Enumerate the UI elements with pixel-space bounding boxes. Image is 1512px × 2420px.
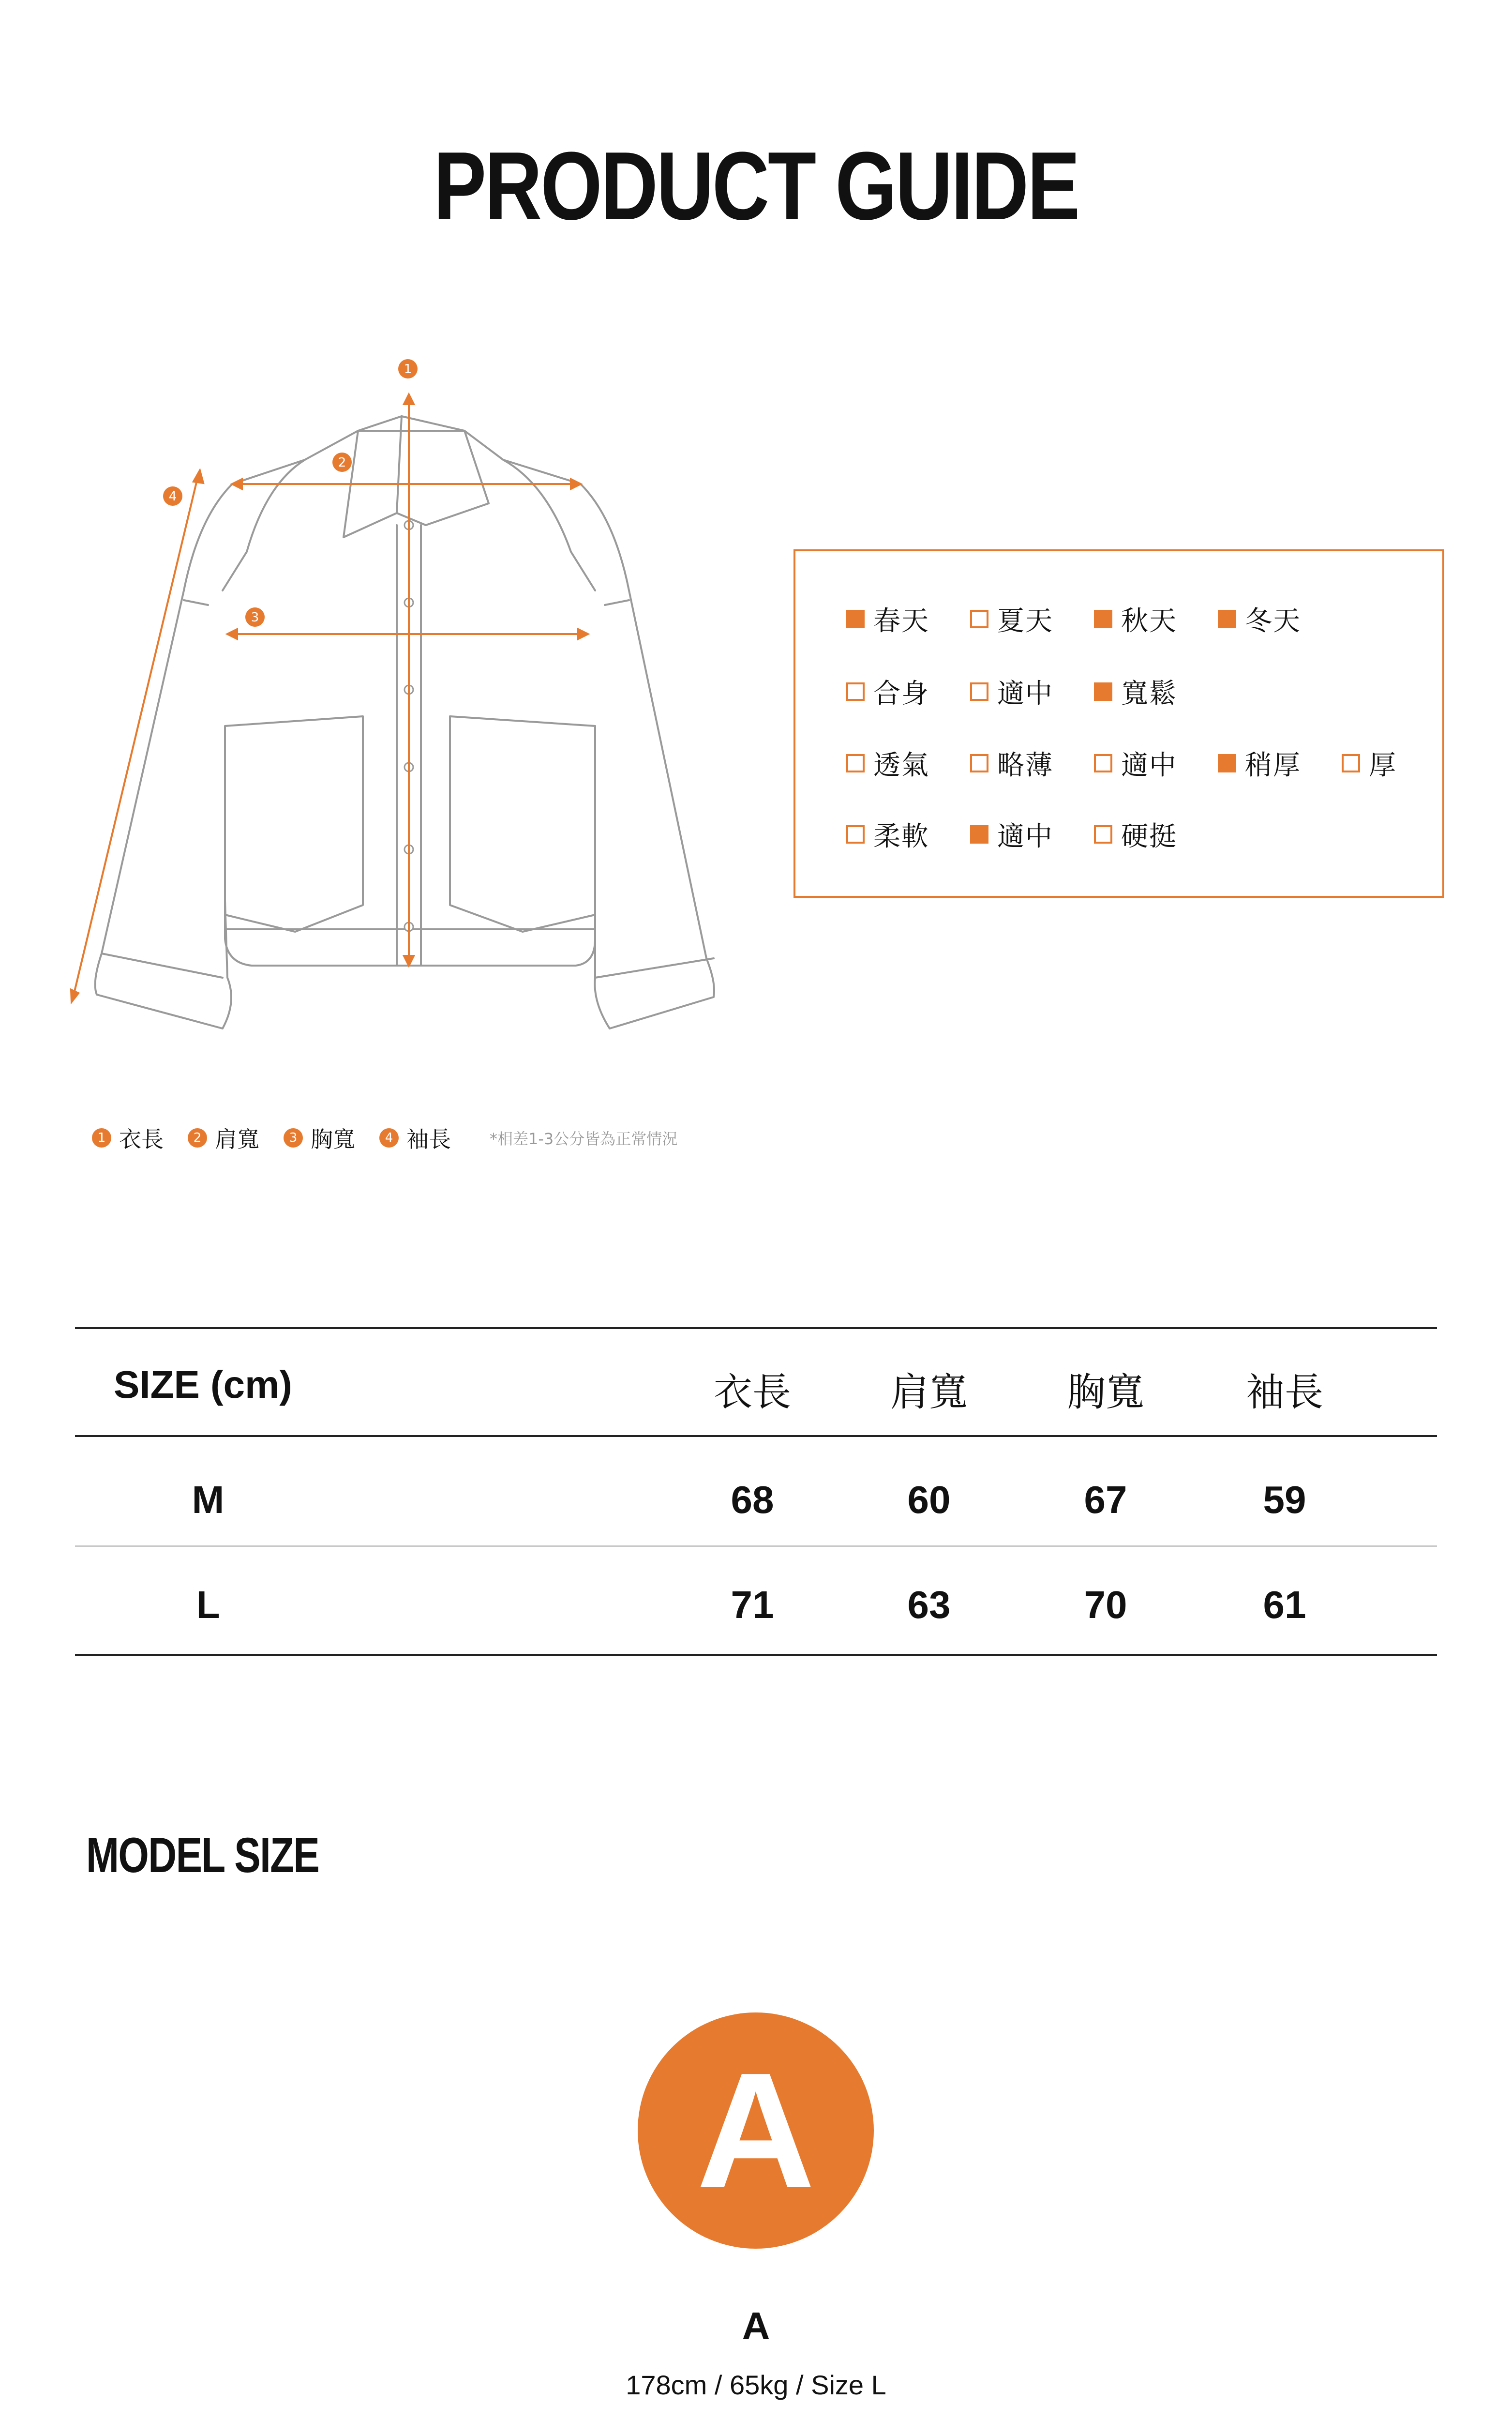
- legend-item: 4 袖長: [379, 1122, 451, 1154]
- checkbox-icon: [846, 754, 865, 772]
- model-name: A: [742, 2304, 770, 2347]
- feature-item: 適中: [970, 672, 1094, 711]
- checkbox-icon: [970, 682, 988, 701]
- feature-row-texture: [846, 815, 1218, 854]
- table-header-size: SIZE (cm): [114, 1363, 292, 1406]
- table-row-divider: [75, 1545, 1437, 1547]
- table-bottom-rule: [75, 1654, 1437, 1656]
- checkbox-icon: [1218, 754, 1236, 772]
- feature-item: 寬鬆: [1094, 672, 1218, 711]
- checkbox-icon: [1094, 754, 1112, 772]
- svg-text:3: 3: [251, 610, 259, 625]
- feature-item: 厚: [1342, 744, 1405, 783]
- feature-item: 適中: [1094, 744, 1218, 783]
- checkbox-icon: [970, 754, 988, 772]
- feature-item: 合身: [846, 672, 970, 711]
- marker-4: [163, 486, 182, 506]
- table-header-col: 衣長: [714, 1370, 791, 1415]
- legend-item: 3 胸寬: [284, 1122, 355, 1154]
- table-header-col: 袖長: [1246, 1370, 1323, 1415]
- marker-1: [398, 359, 418, 378]
- feature-box: [793, 549, 1444, 898]
- model-spec: 178cm / 65kg / Size L: [626, 2370, 886, 2400]
- feature-item: 硬挺: [1094, 815, 1218, 854]
- feature-item: 秋天: [1094, 600, 1218, 638]
- svg-text:1: 1: [404, 362, 412, 377]
- checkbox-icon: [970, 825, 988, 844]
- checkbox-icon: [1094, 610, 1112, 628]
- feature-row-season: [846, 600, 1342, 638]
- table-top-rule: [75, 1327, 1437, 1329]
- checkbox-icon: [846, 825, 865, 844]
- checkbox-icon: [846, 610, 865, 628]
- legend-item: 2 肩寬: [188, 1122, 259, 1154]
- feature-item: 稍厚: [1218, 744, 1342, 783]
- marker-3: [245, 607, 265, 627]
- checkbox-icon: [1218, 610, 1236, 628]
- checkbox-icon: [1342, 754, 1360, 772]
- page-title: PRODUCT GUIDE: [433, 132, 1079, 240]
- feature-item: 冬天: [1218, 600, 1342, 638]
- checkbox-icon: [1094, 825, 1112, 844]
- feature-item: 柔軟: [846, 815, 970, 854]
- checkbox-icon: [846, 682, 865, 701]
- table-header-col: 肩寬: [890, 1370, 968, 1415]
- feature-row-thickness: [846, 744, 1405, 783]
- legend-note: *相差1-3公分皆為正常情況: [490, 1130, 678, 1148]
- table-header-rule: [75, 1435, 1437, 1437]
- feature-item: 透氣: [846, 744, 970, 783]
- checkbox-icon: [1094, 682, 1112, 701]
- feature-row-fit: [846, 672, 1218, 711]
- table-header-col: 胸寬: [1067, 1370, 1144, 1415]
- svg-text:4: 4: [168, 489, 177, 504]
- model-avatar: A: [638, 2012, 874, 2249]
- legend-item: 1 衣長: [92, 1122, 164, 1154]
- feature-item: 春天: [846, 600, 970, 638]
- svg-text:2: 2: [338, 455, 346, 470]
- feature-item: 略薄: [970, 744, 1094, 783]
- measurement-legend: [92, 1122, 677, 1154]
- feature-item: 夏天: [970, 600, 1094, 638]
- feature-item: 適中: [970, 815, 1094, 854]
- model-size-title: MODEL SIZE: [86, 1828, 319, 1883]
- jacket-diagram: [63, 358, 750, 1036]
- checkbox-icon: [970, 610, 988, 628]
- marker-2: [332, 453, 352, 472]
